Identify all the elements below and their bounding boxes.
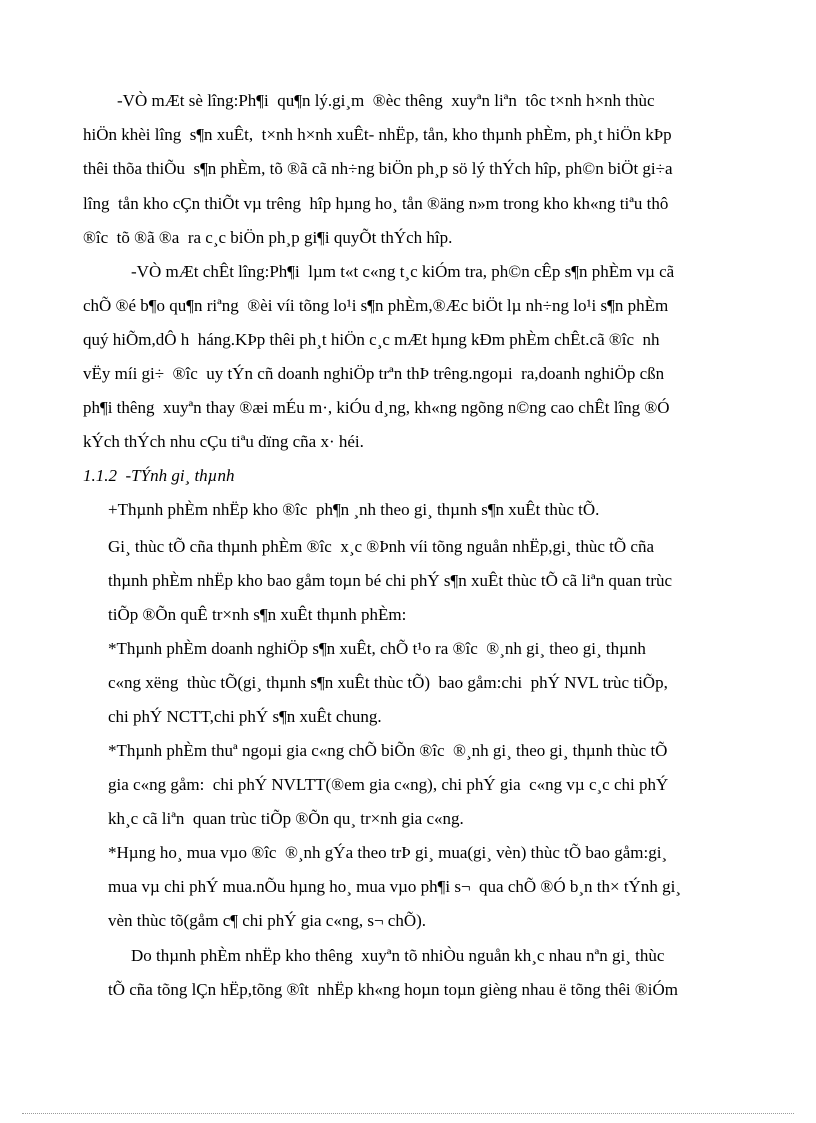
paragraph-line: vËy míi gi÷ ®îc uy tÝn cñ doanh nghiÖp trªn thÞ trêng.ngoµi ra,doanh nghiÖp cßn bbox=[83, 364, 665, 383]
paragraph-line: gia c«ng gåm: chi phÝ NVLTT(®em gia c«ng), chi phÝ gia c«ng vµ c¸c chi phÝ bbox=[108, 775, 669, 794]
paragraph-line: hiÖn khèi lîng s¶n xuÊt, t×nh h×nh xuÊt- nhËp, tån, kho thµnh phÈm, ph¸t hiÖn kÞp bbox=[83, 125, 672, 144]
paragraph-line: thµnh phÈm nhËp kho bao gåm toµn bé chi phÝ s¶n xuÊt thùc tÕ cã liªn quan trùc bbox=[108, 571, 673, 590]
paragraph-line: kh¸c cã liªn quan trùc tiÕp ®Õn qu¸ tr×nh gia c«ng. bbox=[108, 809, 464, 828]
paragraph-line: +Thµnh phÈm nhËp kho ®îc ph¶n ¸nh theo gi¸ thµnh s¶n xuÊt thùc tÕ. bbox=[108, 500, 600, 519]
paragraph-line: Gi¸ thùc tÕ cña thµnh phÈm ®îc x¸c ®Þnh víi tõng nguån nhËp,gi¸ thùc tÕ cña bbox=[108, 537, 655, 556]
paragraph-line: *Hµng ho¸ mua vµo ®îc ®¸nh gÝa theo trÞ gi¸ mua(gi¸ vèn) thùc tÕ bao gåm:gi¸ bbox=[108, 843, 668, 862]
paragraph-line: ®îc tõ ®ã ®a ra c¸c biÖn ph¸p gi¶i quyÕt thÝch hîp. bbox=[83, 228, 453, 247]
page-bottom-divider bbox=[22, 1113, 794, 1114]
paragraph-line: mua vµ chi phÝ mua.nÕu hµng ho¸ mua vµo ph¶i s¬ qua chÕ ®Ó b¸n th× tÝnh gi¸ bbox=[108, 877, 681, 896]
paragraph-line: Do thµnh phÈm nhËp kho thêng xuyªn tõ nhiÒu nguån kh¸c nhau nªn gi¸ thùc bbox=[131, 946, 665, 965]
paragraph-line: lîng tån kho cÇn thiÕt vµ trêng hîp hµng ho¸ tån ®äng n»m trong kho kh«ng tiªu thô bbox=[83, 194, 669, 213]
paragraph-line: vèn thùc tõ(gåm c¶ chi phÝ gia c«ng, s¬ chÕ). bbox=[108, 911, 427, 930]
paragraph-line: tÕ cña tõng lÇn hËp,tõng ®ît nhËp kh«ng hoµn toµn gièng nhau ë tõng thêi ®iÓm bbox=[108, 980, 679, 999]
paragraph-line: kÝch thÝch nhu cÇu tiªu dïng cña x· héi. bbox=[83, 432, 364, 451]
paragraph-line: *Thµnh phÈm doanh nghiÖp s¶n xuÊt, chÕ t¹o ra ®îc ®¸nh gi¸ theo gi¸ thµnh bbox=[108, 639, 646, 658]
paragraph-line: ph¶i thêng xuyªn thay ®æi mÉu m·, kiÓu d¸ng, kh«ng ngõng n©ng cao chÊt lîng ®Ó bbox=[83, 398, 670, 417]
paragraph-line: -VÒ mÆt sè lîng:Ph¶i qu¶n lý.gi¸m ®èc thêng xuyªn liªn tôc t×nh h×nh thùc bbox=[117, 91, 655, 110]
paragraph-line: *Thµnh phÈm thuª ngoµi gia c«ng chÕ biÕn ®îc ®¸nh gi¸ theo gi¸ thµnh thùc tÕ bbox=[108, 741, 668, 760]
paragraph-line: c«ng xëng thùc tÕ(gi¸ thµnh s¶n xuÊt thùc tÕ) bao gåm:chi phÝ NVL trùc tiÕp, bbox=[108, 673, 668, 692]
paragraph-line: chÕ ®é b¶o qu¶n riªng ®èi víi tõng lo¹i s¶n phÈm,®Æc biÖt lµ nh÷ng lo¹i s¶n phÈm bbox=[83, 296, 669, 315]
paragraph-line: thêi thõa thiÕu s¶n phÈm, tõ ®ã cã nh÷ng biÖn ph¸p sö lý thÝch hîp, ph©n biÖt gi÷a bbox=[83, 159, 673, 178]
section-heading: 1.1.2 -TÝnh gi¸ thµnh bbox=[83, 466, 235, 485]
paragraph-line: tiÕp ®Õn quÊ tr×nh s¶n xuÊt thµnh phÈm: bbox=[108, 605, 407, 624]
paragraph-line: quý hiÕm,dÔ h háng.KÞp thêi ph¸t hiÖn c¸c mÆt hµng kÐm phÈm chÊt.cã ®îc nh bbox=[83, 330, 660, 349]
paragraph-line: -VÒ mÆt chÊt lîng:Ph¶i lµm t«t c«ng t¸c kiÓm tra, ph©n cÊp s¶n phÈm vµ cã bbox=[131, 262, 675, 281]
paragraph-line: chi phÝ NCTT,chi phÝ s¶n xuÊt chung. bbox=[108, 707, 382, 726]
